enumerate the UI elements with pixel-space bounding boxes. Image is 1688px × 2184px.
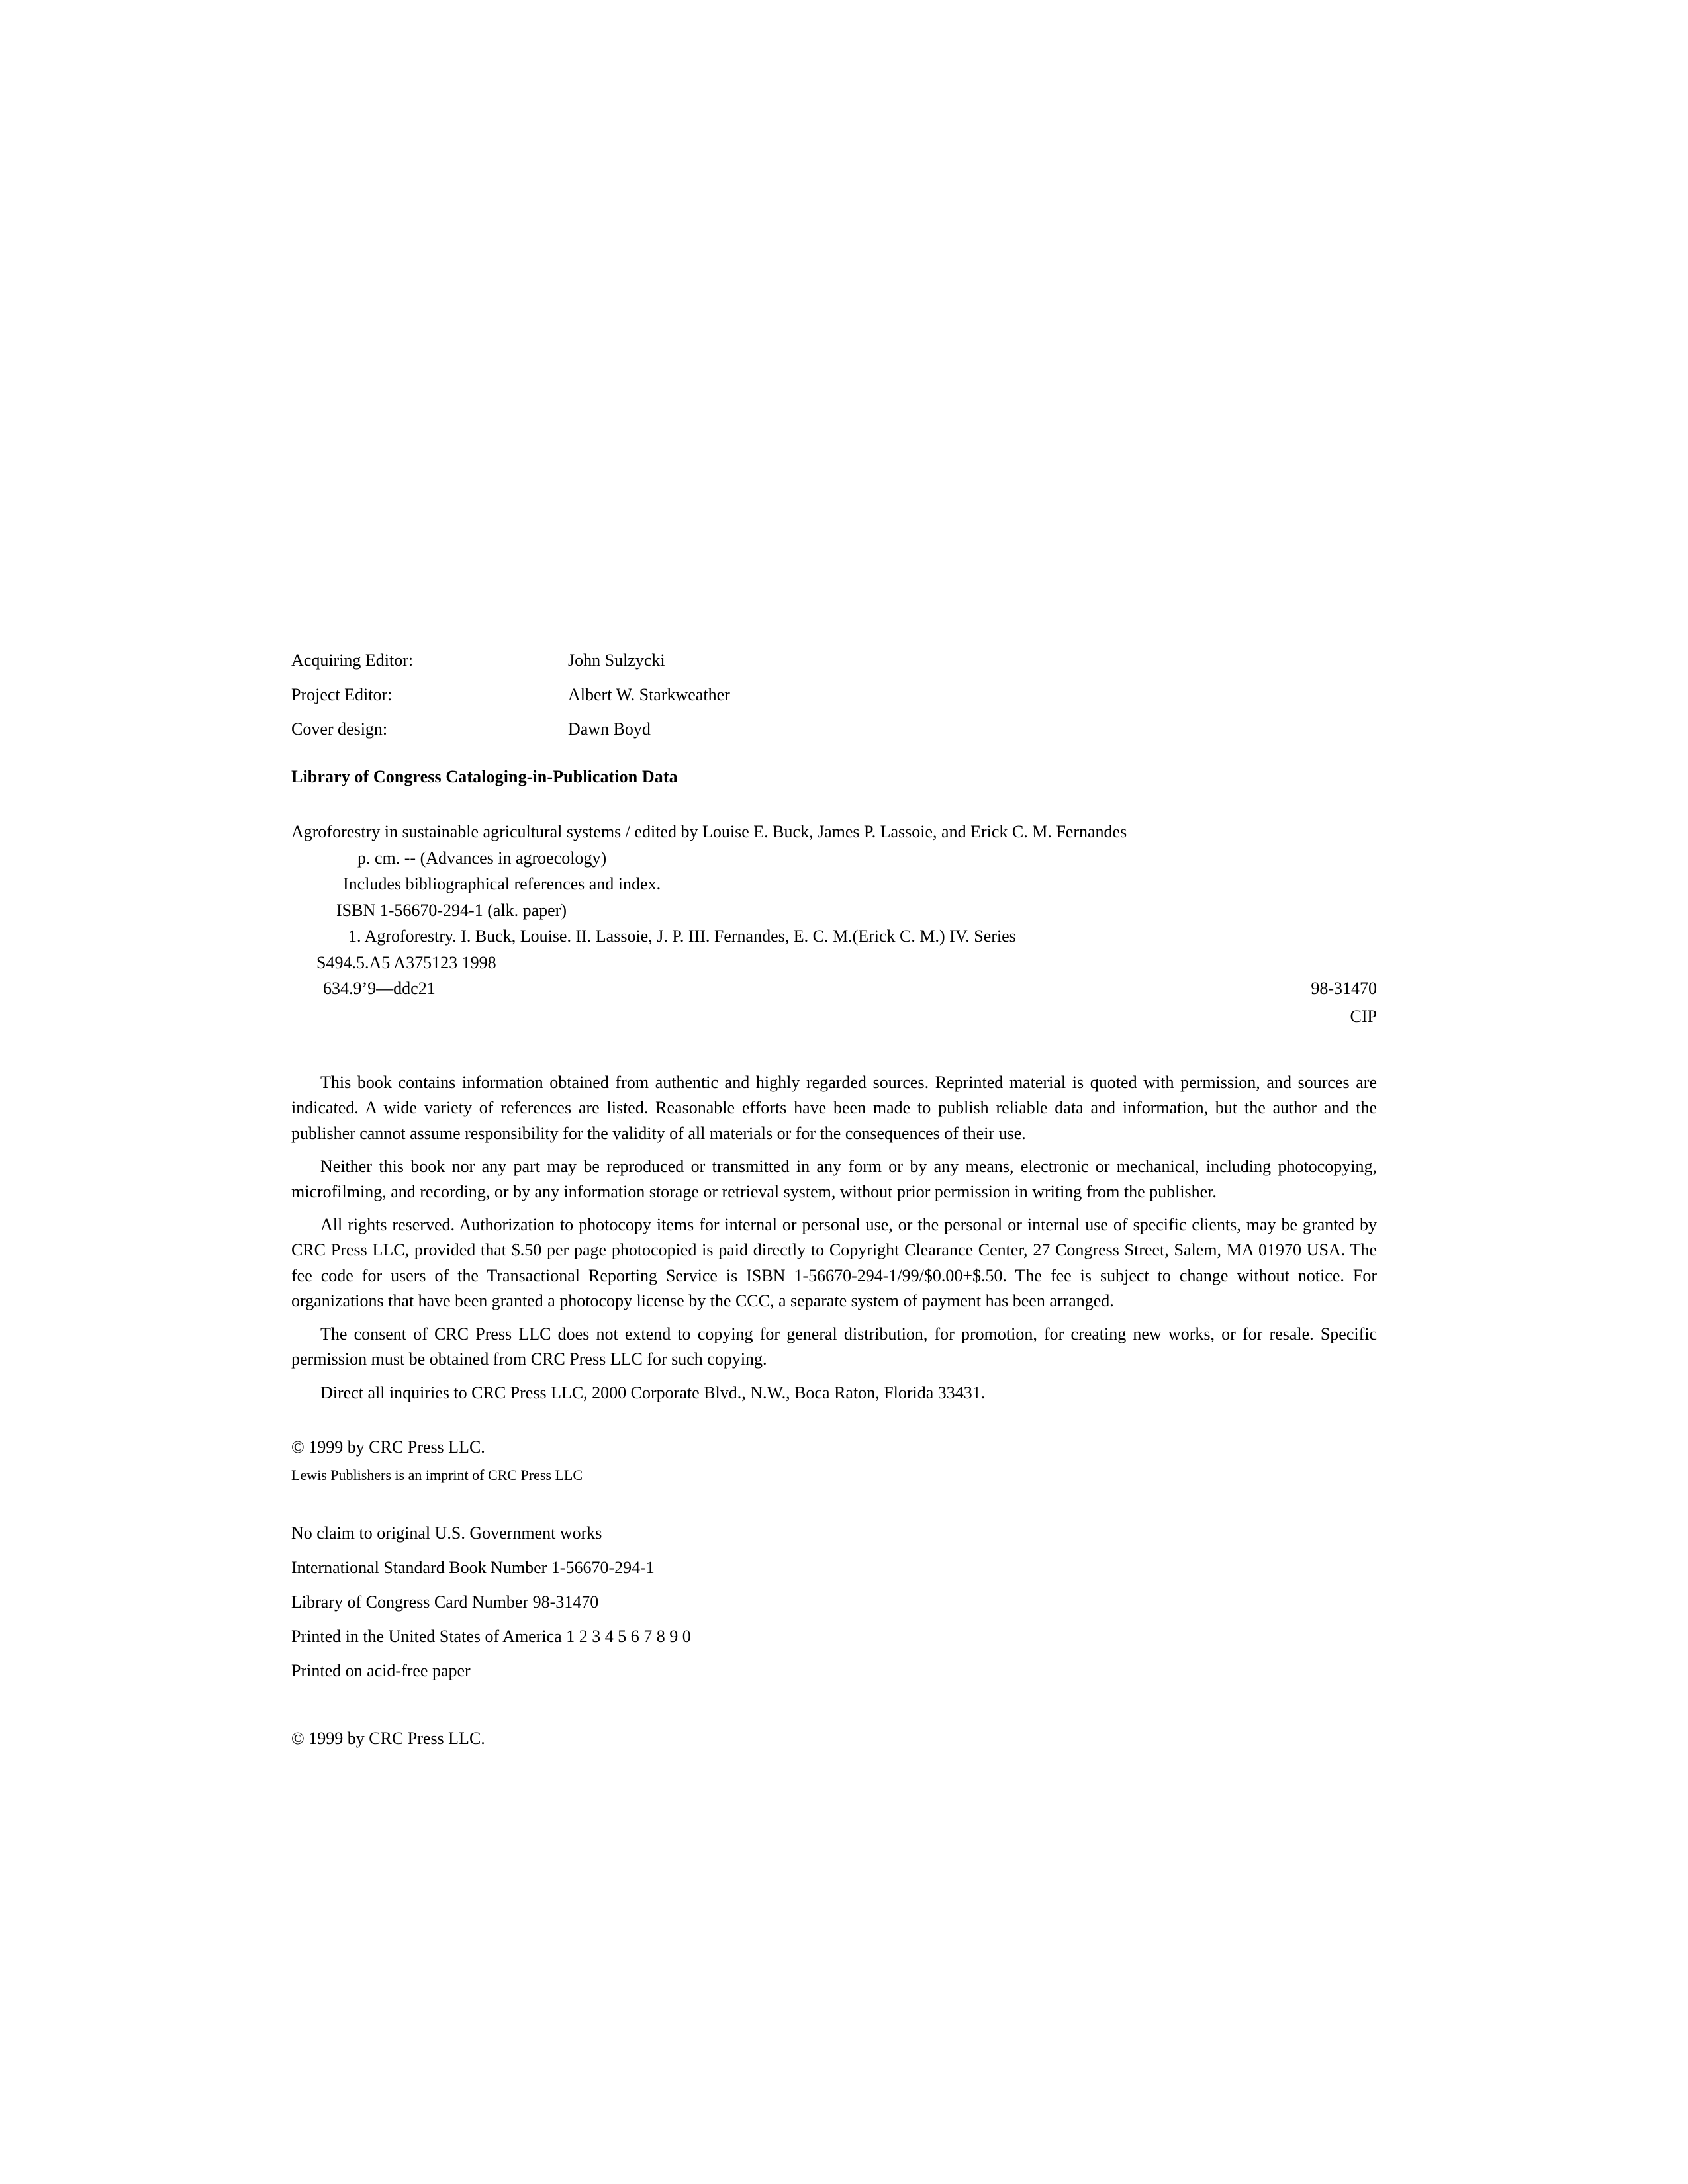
- credit-row: [291, 686, 1377, 704]
- cip-label: CIP: [1350, 1006, 1377, 1026]
- legal-paragraph: Direct all inquiries to CRC Press LLC, 2000 Corporate Blvd., N.W., Boca Raton, Florida 33431.: [320, 1383, 986, 1402]
- paper-line: Printed on acid-free paper: [291, 1661, 471, 1680]
- copyright-statement: © 1999 by CRC Press LLC.: [291, 1437, 485, 1457]
- cip-subjects-line: 1. Agroforestry. I. Buck, Louise. II. Lassoie, J. P. III. Fernandes, E. C. M.(Erick C. M.) IV. Series: [348, 927, 1016, 946]
- credit-label: Project Editor:: [291, 685, 393, 704]
- printing-line: Printed in the United States of America 1 2 3 4 5 6 7 8 9 0: [291, 1626, 691, 1646]
- cip-references-line: Includes bibliographical references and index.: [343, 874, 661, 894]
- legal-paragraph: Neither this book nor any part may be reproduced or transmitted in any form or by any means, electronic or mechanical, including photocopying, microfilming, and recording, or by any information storage or retrieval system, without prior permission in writing from the publisher.: [291, 1156, 1377, 1201]
- credit-label: Cover design:: [291, 719, 388, 739]
- imprint-statement: Lewis Publishers is an imprint of CRC Press LLC: [291, 1466, 583, 1483]
- footer-copyright: © 1999 by CRC Press LLC.: [291, 1728, 485, 1748]
- credit-value: John Sulzycki: [568, 651, 665, 670]
- cip-block: [291, 819, 1377, 1029]
- copyright-page-content: [291, 652, 1377, 1749]
- cip-ddc-number: 634.9’9—ddc21: [323, 979, 436, 999]
- legal-notice-block: [291, 1070, 1377, 1406]
- isbn-line: International Standard Book Number 1-56670-294-1: [291, 1557, 655, 1577]
- cip-isbn-line: ISBN 1-56670-294-1 (alk. paper): [336, 900, 567, 920]
- cip-ddc-row: [323, 976, 1377, 1002]
- cip-title-line: Agroforestry in sustainable agricultural systems / edited by Louise E. Buck, James P. Lassoie, and Erick C. M. Fernandes: [291, 822, 1127, 841]
- legal-paragraph: All rights reserved. Authorization to photocopy items for internal or personal use, or the personal or internal use of specific clients, may be granted by CRC Press LLC, provided that $.50 per page photocopied is paid directly to Copyright Clearance Center, 27 Congress Street, Salem, MA 01970 USA. The fee code for users of the Transactional Reporting Service is ISBN 1-56670-294-1/99/$0.00+$.50. The fee is subject to change without notice. For organizations that have been granted a photocopy license by the CCC, a separate system of payment has been arranged.: [291, 1215, 1377, 1310]
- loc-card-number-line: Library of Congress Card Number 98-31470: [291, 1592, 599, 1612]
- credit-label: Acquiring Editor:: [291, 651, 414, 670]
- credit-value: Albert W. Starkweather: [568, 685, 730, 704]
- publication-details-block: [291, 1525, 1377, 1680]
- credit-value: Dawn Boyd: [568, 719, 651, 739]
- government-works-line: No claim to original U.S. Government works: [291, 1523, 602, 1543]
- legal-paragraph: This book contains information obtained from authentic and highly regarded sources. Reprinted material is quoted with permission, and sources are indicated. A wide variety of references are listed. Reasonable efforts have been made to publish reliable data and information, but the author and the publisher cannot assume responsibility for the validity of all materials or for the consequences of their use.: [291, 1073, 1377, 1143]
- credit-row: [291, 721, 1377, 738]
- credits-block: [291, 652, 1377, 738]
- loc-cip-heading: Library of Congress Cataloging-in-Publication Data: [291, 767, 678, 786]
- credit-row: [291, 652, 1377, 669]
- cip-control-number: 98-31470: [1311, 979, 1377, 999]
- legal-paragraph: The consent of CRC Press LLC does not extend to copying for general distribution, for promotion, for creating new works, or for resale. Specific permission must be obtained from CRC Press LLC for such copying.: [291, 1324, 1377, 1369]
- cip-callnumber-line: S494.5.A5 A375123 1998: [316, 952, 496, 972]
- cip-pagination-line: p. cm. -- (Advances in agroecology): [357, 848, 607, 868]
